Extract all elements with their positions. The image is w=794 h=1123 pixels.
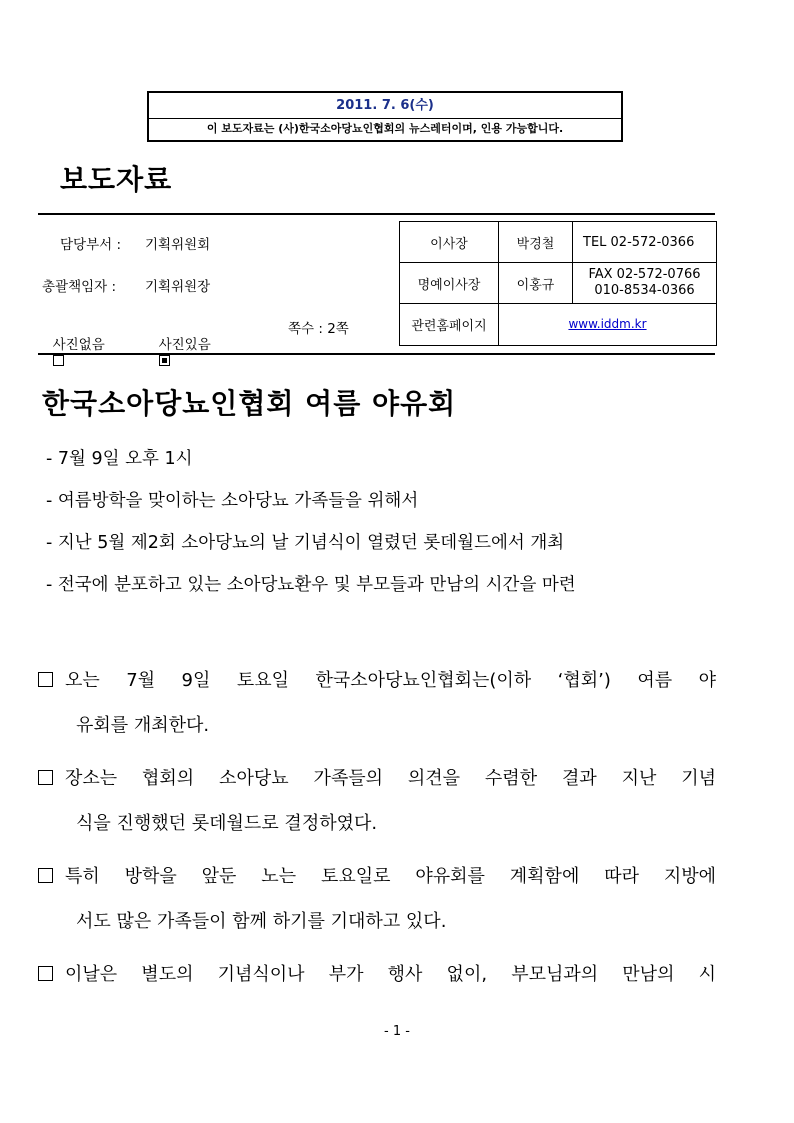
homepage-cell xyxy=(499,304,717,346)
photo-none-item xyxy=(44,317,105,369)
summary-bullets xyxy=(46,442,576,610)
photo-yes-item xyxy=(150,317,211,369)
top-divider xyxy=(38,213,715,215)
page-number: - 1 - xyxy=(384,1024,410,1039)
fax-number: FAX 02-572-0766 xyxy=(588,267,701,282)
header-box xyxy=(147,91,623,142)
paragraph-1 xyxy=(38,664,716,754)
dept-label: 담당부서 : xyxy=(60,237,122,253)
photo-yes-label: 사진있음 xyxy=(158,337,211,353)
release-notice: 이 보도자료는 (사)한국소아당뇨인협회의 뉴스레터이며, 인용 가능합니다. xyxy=(206,122,564,135)
paragraph-text: 서도 많은 가족들이 함께 하기를 기대하고 있다. xyxy=(76,911,447,932)
bullet-item: - 여름방학을 맞이하는 소아당뇨 가족들을 위해서 xyxy=(46,491,419,511)
paragraph-2 xyxy=(38,762,716,852)
paragraph-text: 이날은 별도의 기념식이나 부가 행사 없이, 부모님과의 만남의 시 xyxy=(65,964,716,985)
square-bullet-icon xyxy=(38,770,53,785)
homepage-label: 관련홈페이지 xyxy=(400,304,499,346)
headline: 한국소아당뇨인협회 여름 야유회 xyxy=(42,387,457,420)
bottom-divider xyxy=(38,353,715,355)
chair-role: 이사장 xyxy=(400,222,499,263)
square-bullet-icon xyxy=(38,868,53,883)
square-bullet-icon xyxy=(38,966,53,981)
honorary-name: 이홍규 xyxy=(499,263,573,304)
honorary-role: 명예이사장 xyxy=(400,263,499,304)
bullet-item: - 전국에 분포하고 있는 소아당뇨환우 및 부모들과 만남의 시간을 마련 xyxy=(46,575,576,595)
paragraph-text: 장소는 협회의 소아당뇨 가족들의 의견을 수렴한 결과 지난 기념 xyxy=(65,768,716,789)
paragraph-text: 식을 진행했던 롯데월드로 결정하였다. xyxy=(76,813,378,834)
homepage-link[interactable]: www.iddm.kr xyxy=(568,317,647,331)
paragraph-text: 유회를 개최한다. xyxy=(76,715,210,736)
manager-value: 기획위원장 xyxy=(145,279,211,295)
mobile-number: 010-8534-0366 xyxy=(594,283,695,298)
square-bullet-icon xyxy=(38,672,53,687)
photo-none-label: 사진없음 xyxy=(52,337,105,353)
paragraph-text: 특히 방학을 앞둔 노는 토요일로 야유회를 계획함에 따라 지방에 xyxy=(65,866,716,887)
contact-table xyxy=(399,221,717,346)
release-date: 2011. 7. 6(수) xyxy=(149,93,621,119)
page-count: 쪽수 : 2쪽 xyxy=(288,321,349,337)
tel-number: TEL 02-572-0366 xyxy=(573,222,717,263)
dept-value: 기획위원회 xyxy=(145,237,211,253)
paragraph-text: 오는 7월 9일 토요일 한국소아당뇨인협회는(이하 ‘협회’) 여름 야 xyxy=(65,670,716,691)
paragraph-4 xyxy=(38,958,716,1003)
document-title: 보도자료 xyxy=(60,163,173,196)
bullet-item: - 7월 9일 오후 1시 xyxy=(46,449,193,469)
paragraph-3 xyxy=(38,860,716,950)
bullet-item: - 지난 5월 제2회 소아당뇨의 날 기념식이 열렸던 롯데월드에서 개최 xyxy=(46,533,565,553)
photo-none-checkbox xyxy=(53,355,64,366)
manager-label: 총괄책임자 : xyxy=(42,279,117,295)
chair-name: 박경철 xyxy=(499,222,573,263)
photo-yes-checkbox xyxy=(159,355,170,366)
fax-cell xyxy=(573,263,717,304)
